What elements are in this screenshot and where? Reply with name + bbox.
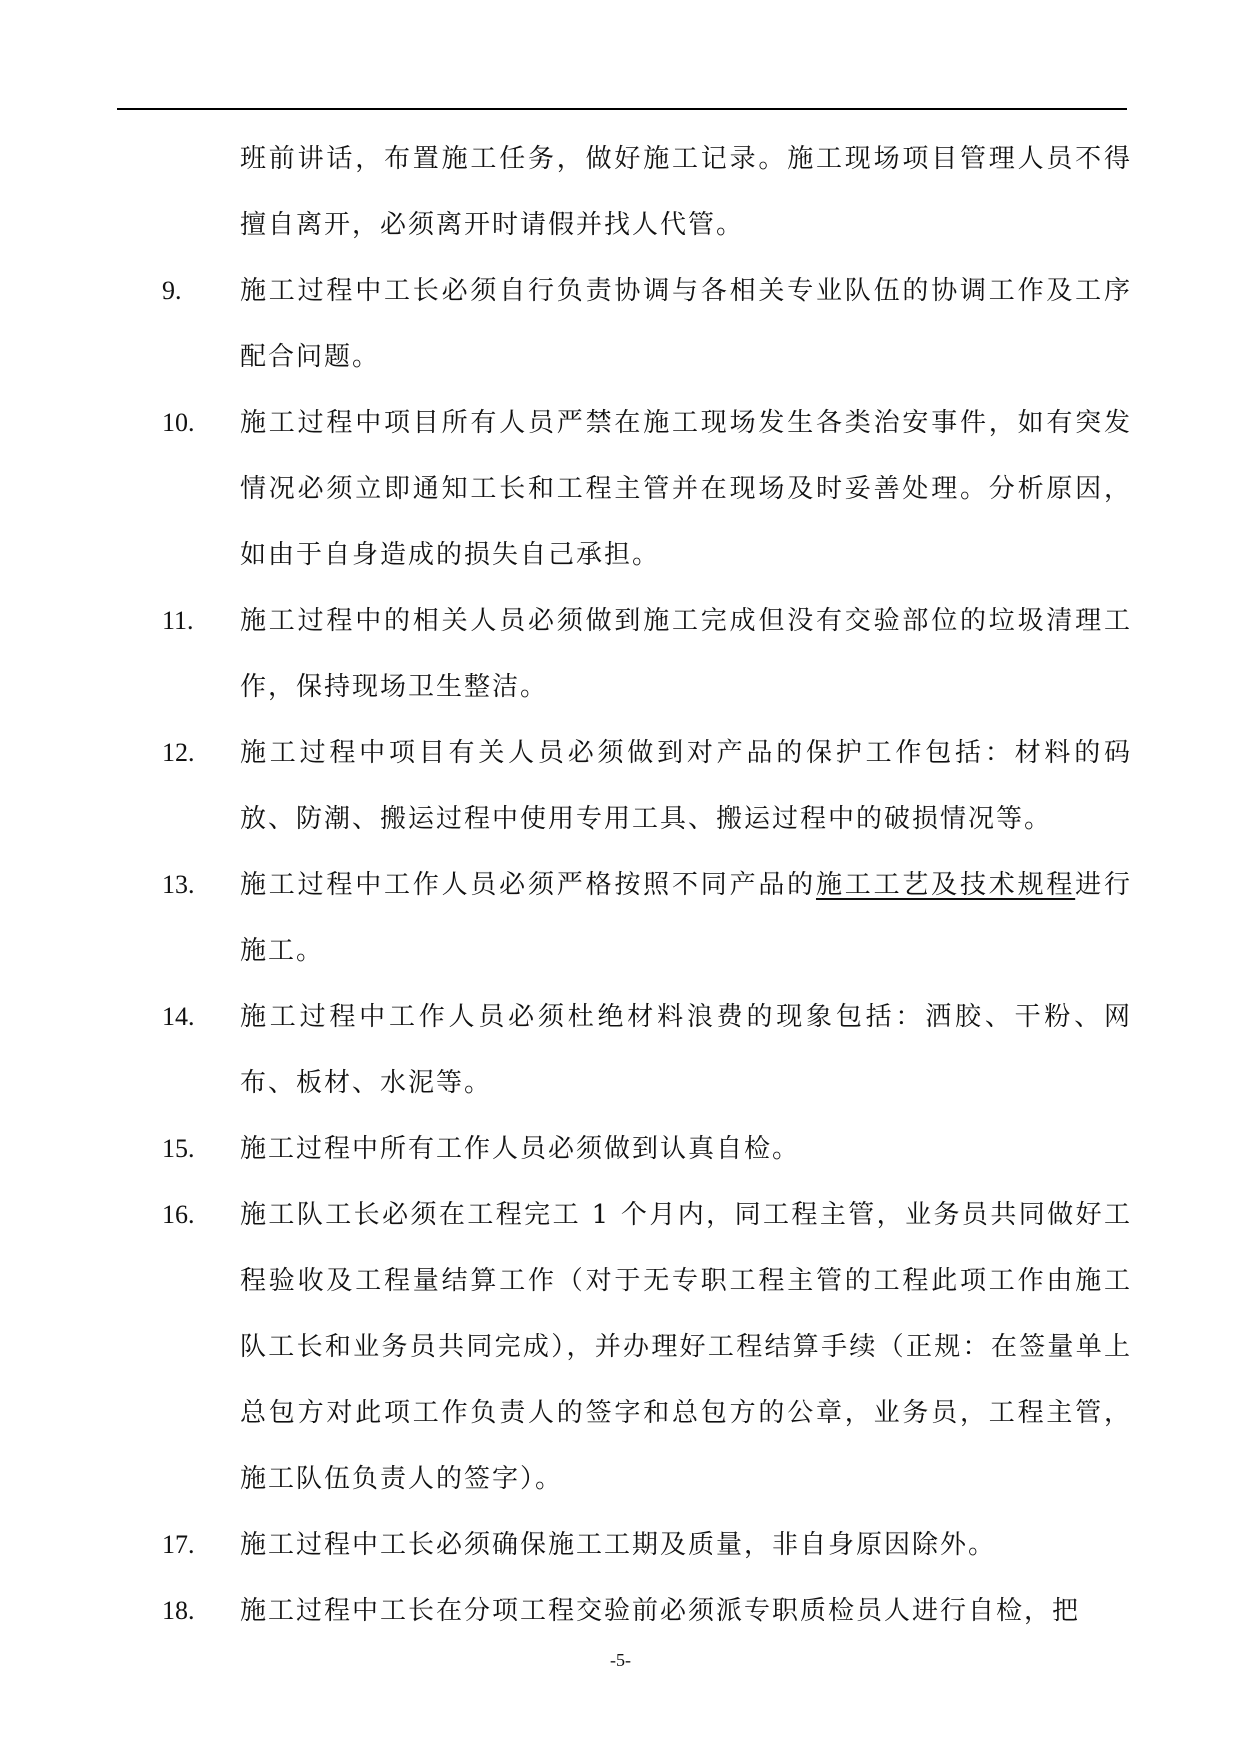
list-item-10 [162,390,1132,588]
paragraph-text: 班前讲话，布置施工任务，做好施工记录。施工现场项目管理人员不得擅自离开，必须离开时请假并找人代管。 [240,144,1132,240]
list-item-12 [162,720,1132,852]
list-item-number: 9. [162,276,182,305]
underlined-term: 施工工艺及技术规程 [815,870,1076,900]
list-item-14 [162,984,1132,1116]
list-item-text: 施工过程中工作人员必须杜绝材料浪费的现象包括：洒胶、干粉、网布、板材、水泥等。 [240,1002,1132,1098]
list-item-13 [162,852,1132,984]
list-item-number: 11. [162,606,194,635]
list-item-text: 施工过程中的相关人员必须做到施工完成但没有交验部位的垃圾清理工作，保持现场卫生整洁。 [240,606,1132,702]
list-item-number: 13. [162,870,195,899]
list-item-17 [162,1512,1132,1578]
list-item-number: 10. [162,408,195,437]
list-item-text: 施工队工长必须在工程完工 1 个月内，同工程主管，业务员共同做好工程验收及工程量结算工作（对于无专职工程主管的工程此项工作由施工队工长和业务员共同完成），并办理好工程结算手续（正规：在签量单上总包方对此项工作负责人的签字和总包方的公章，业务员，工程主管，施工队伍负责人的签字）。 [240,1200,1132,1494]
list-item-9 [162,258,1132,390]
list-item-text-after: 进行施工。 [240,870,1132,966]
paragraph-continued [162,126,1132,258]
list-item-number: 15. [162,1134,195,1163]
header-rule [117,108,1127,110]
list-item-text: 施工过程中工长必须自行负责协调与各相关专业队伍的协调工作及工序配合问题。 [240,276,1132,372]
list-item-text: 施工过程中工长必须确保施工工期及质量，非自身原因除外。 [240,1530,997,1560]
list-item-text: 施工过程中所有工作人员必须做到认真自检。 [240,1134,801,1164]
list-item-text [240,870,1132,966]
list-item-text: 施工过程中项目所有人员严禁在施工现场发生各类治安事件，如有突发情况必须立即通知工长和工程主管并在现场及时妥善处理。分析原因，如由于自身造成的损失自己承担。 [240,408,1132,570]
list-item-16 [162,1182,1132,1512]
list-item-number: 16. [162,1200,195,1229]
document-body [162,126,1132,1644]
list-item-number: 12. [162,738,195,767]
list-item-text-before: 施工过程中工作人员必须严格按照不同产品的 [240,870,816,900]
list-item-number: 18. [162,1596,195,1625]
list-item-15 [162,1116,1132,1182]
list-item-text: 施工过程中工长在分项工程交验前必须派专职质检员人进行自检，把 [240,1596,1081,1626]
list-item-11 [162,588,1132,720]
page-number: -5- [610,1650,631,1670]
list-item-18 [162,1578,1132,1644]
list-item-number: 14. [162,1002,195,1031]
list-item-text: 施工过程中项目有关人员必须做到对产品的保护工作包括：材料的码放、防潮、搬运过程中使用专用工具、搬运过程中的破损情况等。 [240,738,1132,834]
list-item-number: 17. [162,1530,195,1559]
